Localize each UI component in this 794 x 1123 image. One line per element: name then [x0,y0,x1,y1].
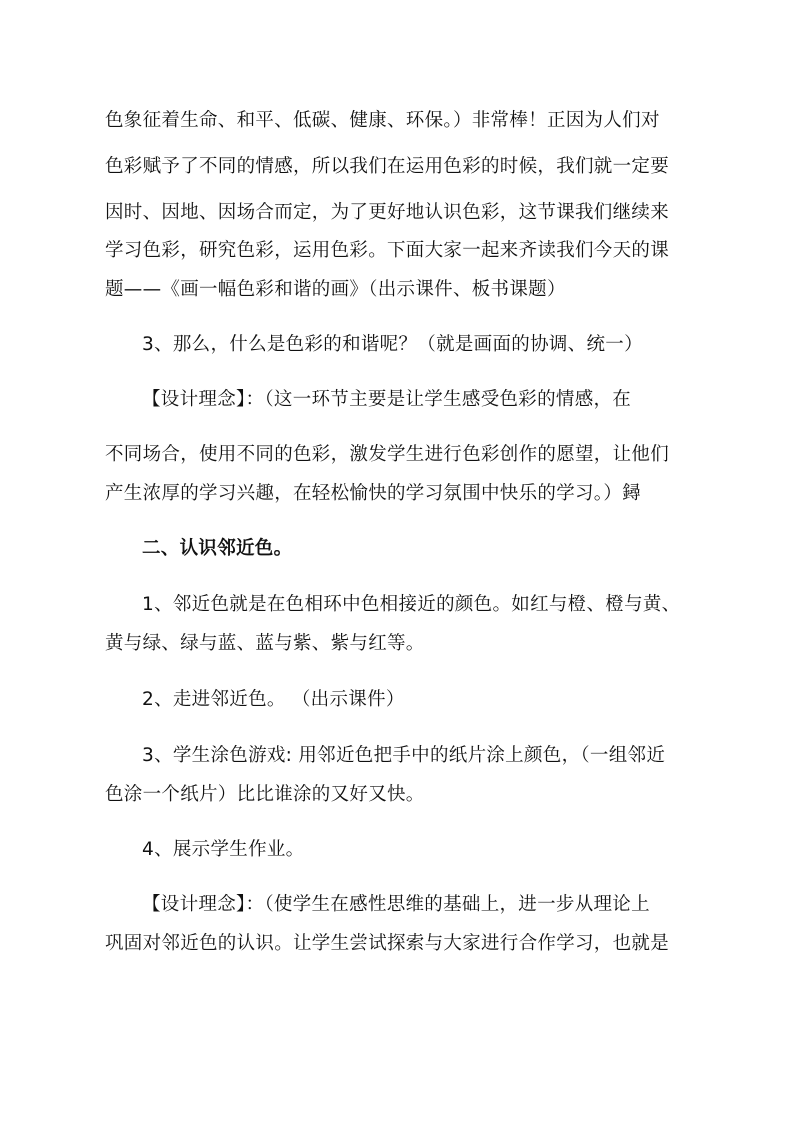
paragraph-line: 题——《画一幅色彩和谐的画》（出示课件、板书课题） [105,279,566,300]
paragraph-line: 因时、因地、因场合而定，为了更好地认识色彩，这节课我们继续来 [105,202,670,223]
paragraph-line: 2、走进邻近色。 （出示课件） [142,689,405,710]
paragraph-line: 黄与绿、绿与蓝、蓝与紫、紫与红等。 [105,633,425,654]
paragraph-line: 色象征着生命、和平、低碳、健康、环保。）非常棒！正因为人们对 [105,110,660,131]
paragraph-line: 3、学生涂色游戏: 用邻近色把手中的纸片涂上颜色，（一组邻近 [142,745,666,766]
paragraph-line: 色涂一个纸片）比比谁涂的又好又快。 [105,784,425,805]
paragraph-line: 4、展示学生作业。 [142,839,305,860]
paragraph-line: 巩固对邻近色的认识。让学生尝试探索与大家进行合作学习，也就是 [105,933,670,954]
paragraph-line: 1、邻近色就是在色相环中色相接近的颜色。如红与橙、橙与黄、 [142,594,681,615]
paragraph-line: 学习色彩，研究色彩，运用色彩。下面大家一起来齐读我们今天的课 [105,240,670,261]
paragraph-line: 不同场合，使用不同的色彩，激发学生进行色彩创作的愿望，让他们 [105,444,670,465]
section-heading: 二、认识邻近色。 [142,538,293,559]
paragraph-line: 色彩赋予了不同的情感，所以我们在运用色彩的时候，我们就一定要 [105,156,670,177]
paragraph-line: 3、那么，什么是色彩的和谐呢？（就是画面的协调、统一） [142,334,643,355]
paragraph-line: 产生浓厚的学习兴趣，在轻松愉快的学习氛围中快乐的学习。）鐞 [105,483,641,504]
design-concept-line: 【设计理念】：（使学生在感性思维的基础上，进一步从理论上 [142,894,650,915]
design-concept-line: 【设计理念】：（这一环节主要是让学生感受色彩的情感，在 [142,389,632,410]
